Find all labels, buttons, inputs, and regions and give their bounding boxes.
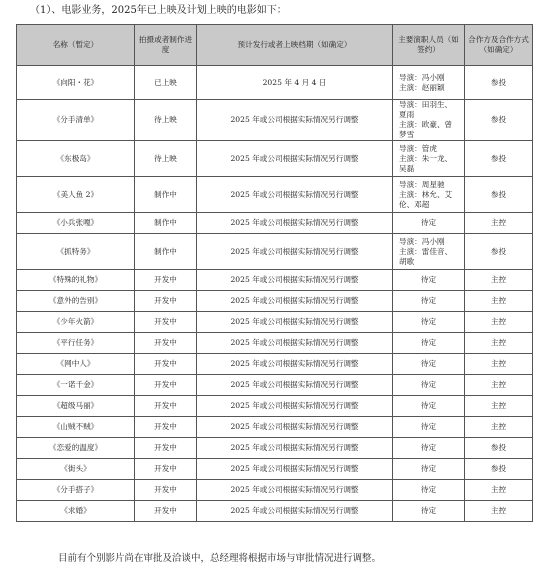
progress-cell: 制作中 xyxy=(135,234,197,270)
schedule-cell: 2025 年或公司根据实际情况另行调整 xyxy=(197,438,393,459)
cast-line: 胡歌 xyxy=(399,256,415,266)
cast-line: 待定 xyxy=(420,422,437,431)
cast-line: 待定 xyxy=(420,443,437,452)
cooperation-cell: 主控 xyxy=(465,213,533,234)
cast-line: 主演：赵丽颖 xyxy=(399,82,445,92)
progress-cell: 开发中 xyxy=(135,501,197,522)
cast-line: 主演：雷佳音、 xyxy=(399,246,453,256)
cast-cell xyxy=(393,213,465,234)
table-row xyxy=(17,312,533,333)
progress-cell: 开发中 xyxy=(135,417,197,438)
cooperation-cell: 主控 xyxy=(465,291,533,312)
cast-cell xyxy=(393,270,465,291)
table-header-row xyxy=(17,25,533,66)
cast-line: 主演：朱一龙、 xyxy=(399,153,453,163)
cast-cell xyxy=(393,354,465,375)
cast-line: 待定 xyxy=(420,338,437,347)
table-row xyxy=(17,213,533,234)
cooperation-cell: 参投 xyxy=(465,177,533,213)
film-name-cell: 《一诺千金》 xyxy=(17,375,135,396)
cooperation-cell: 主控 xyxy=(465,375,533,396)
table-row xyxy=(17,100,533,141)
progress-cell: 开发中 xyxy=(135,270,197,291)
column-header-schedule: 预计发行或者上映档期（如确定） xyxy=(197,25,393,66)
schedule-cell: 2025 年或公司根据实际情况另行调整 xyxy=(197,333,393,354)
cooperation-cell: 主控 xyxy=(465,480,533,501)
cast-cell xyxy=(393,291,465,312)
schedule-cell: 2025 年或公司根据实际情况另行调整 xyxy=(197,234,393,270)
cast-line: 主演：林允、艾 xyxy=(399,189,453,199)
table-row xyxy=(17,291,533,312)
cast-line: 导演：冯小刚 xyxy=(399,236,445,246)
cast-line: 待定 xyxy=(420,359,437,368)
cast-line: 主演：欧豪、曾 xyxy=(399,120,453,129)
cooperation-cell: 主控 xyxy=(465,312,533,333)
cast-cell xyxy=(393,66,465,100)
cast-cell xyxy=(393,333,465,354)
film-name-cell: 《山贼不贼》 xyxy=(17,417,135,438)
film-name-cell: 《恋爱的温度》 xyxy=(17,438,135,459)
film-name-cell: 《向阳・花》 xyxy=(17,66,135,100)
film-name-cell: 《街头》 xyxy=(17,459,135,480)
cast-line: 伦、邓超 xyxy=(399,199,430,209)
cast-cell xyxy=(393,177,465,213)
footer-note: 目前有个别影片尚在审批及洽谈中，总经理将根据市场与审批情况进行调整。 xyxy=(58,553,382,564)
table-row xyxy=(17,270,533,291)
cooperation-cell: 主控 xyxy=(465,417,533,438)
column-header-cooperation: 合作方及合作方式（如确定） xyxy=(465,25,533,66)
cooperation-cell: 参投 xyxy=(465,141,533,177)
column-header-name: 名称（暂定） xyxy=(17,25,135,66)
progress-cell: 制作中 xyxy=(135,213,197,234)
progress-cell: 开发中 xyxy=(135,438,197,459)
schedule-cell: 2025 年或公司根据实际情况另行调整 xyxy=(197,100,393,141)
schedule-cell: 2025 年或公司根据实际情况另行调整 xyxy=(197,417,393,438)
cast-line: 导演：田羽生、 xyxy=(399,100,453,109)
film-name-cell: 《特殊的礼物》 xyxy=(17,270,135,291)
film-name-cell: 《意外的告别》 xyxy=(17,291,135,312)
cast-cell xyxy=(393,141,465,177)
schedule-cell: 2025 年或公司根据实际情况另行调整 xyxy=(197,177,393,213)
film-name-cell: 《小兵张嘎》 xyxy=(17,213,135,234)
schedule-cell: 2025 年或公司根据实际情况另行调整 xyxy=(197,291,393,312)
schedule-cell: 2025 年或公司根据实际情况另行调整 xyxy=(197,480,393,501)
progress-cell: 开发中 xyxy=(135,375,197,396)
cast-line: 待定 xyxy=(420,506,437,515)
table-row xyxy=(17,141,533,177)
progress-cell: 已上映 xyxy=(135,66,197,100)
cast-line: 待定 xyxy=(420,218,437,227)
schedule-cell: 2025 年或公司根据实际情况另行调整 xyxy=(197,312,393,333)
cooperation-cell: 主控 xyxy=(465,333,533,354)
section-heading: （1）、电影业务，2025年已上映及计划上映的电影如下： xyxy=(30,5,287,16)
cooperation-cell: 参投 xyxy=(465,234,533,270)
column-header-cast: 主要演职人员（如签约） xyxy=(393,25,465,66)
cast-line: 待定 xyxy=(420,485,437,494)
film-name-cell: 《分手搭子》 xyxy=(17,480,135,501)
film-name-cell: 《超级马丽》 xyxy=(17,396,135,417)
cast-cell xyxy=(393,396,465,417)
progress-cell: 开发中 xyxy=(135,354,197,375)
progress-cell: 待上映 xyxy=(135,141,197,177)
cast-line: 导演：管虎 xyxy=(399,143,437,153)
cast-cell xyxy=(393,100,465,141)
progress-cell: 开发中 xyxy=(135,459,197,480)
cooperation-cell: 参投 xyxy=(465,438,533,459)
schedule-cell: 2025 年或公司根据实际情况另行调整 xyxy=(197,213,393,234)
table-row xyxy=(17,234,533,270)
schedule-cell: 2025 年或公司根据实际情况另行调整 xyxy=(197,501,393,522)
cooperation-cell: 参投 xyxy=(465,66,533,100)
table-row xyxy=(17,177,533,213)
cast-cell xyxy=(393,312,465,333)
cast-cell xyxy=(393,459,465,480)
cast-line: 吴磊 xyxy=(399,163,415,173)
cast-line: 待定 xyxy=(420,296,437,305)
cooperation-cell: 主控 xyxy=(465,396,533,417)
schedule-cell: 2025 年 4 月 4 日 xyxy=(197,66,393,100)
film-name-cell: 《求婚》 xyxy=(17,501,135,522)
schedule-cell: 2025 年或公司根据实际情况另行调整 xyxy=(197,396,393,417)
cooperation-cell: 主控 xyxy=(465,270,533,291)
table-row xyxy=(17,333,533,354)
table-row xyxy=(17,438,533,459)
table-row xyxy=(17,396,533,417)
progress-cell: 制作中 xyxy=(135,177,197,213)
cast-line: 待定 xyxy=(420,401,437,410)
table-row xyxy=(17,501,533,522)
cooperation-cell: 参投 xyxy=(465,459,533,480)
schedule-cell: 2025 年或公司根据实际情况另行调整 xyxy=(197,354,393,375)
cooperation-cell: 主控 xyxy=(465,501,533,522)
table-row xyxy=(17,375,533,396)
progress-cell: 开发中 xyxy=(135,312,197,333)
schedule-cell: 2025 年或公司根据实际情况另行调整 xyxy=(197,141,393,177)
cooperation-cell: 主控 xyxy=(465,354,533,375)
cast-cell xyxy=(393,501,465,522)
table-row xyxy=(17,417,533,438)
cast-line: 夏雨 xyxy=(399,110,415,119)
cooperation-cell: 参投 xyxy=(465,100,533,141)
film-table xyxy=(16,24,533,522)
film-name-cell: 《少年火箭》 xyxy=(17,312,135,333)
cast-line: 待定 xyxy=(420,317,437,326)
cast-line: 导演：冯小刚 xyxy=(399,72,445,82)
cast-line: 导演：周星驰 xyxy=(399,179,445,189)
progress-cell: 开发中 xyxy=(135,333,197,354)
cast-cell xyxy=(393,375,465,396)
table-row xyxy=(17,354,533,375)
film-name-cell: 《美人鱼 2》 xyxy=(17,177,135,213)
progress-cell: 开发中 xyxy=(135,480,197,501)
cast-cell xyxy=(393,234,465,270)
table-row xyxy=(17,66,533,100)
schedule-cell: 2025 年或公司根据实际情况另行调整 xyxy=(197,375,393,396)
film-name-cell: 《平行任务》 xyxy=(17,333,135,354)
film-name-cell: 《抓特务》 xyxy=(17,234,135,270)
cast-cell xyxy=(393,480,465,501)
table-row xyxy=(17,459,533,480)
film-name-cell: 《东极岛》 xyxy=(17,141,135,177)
cast-line: 待定 xyxy=(420,380,437,389)
progress-cell: 开发中 xyxy=(135,396,197,417)
film-name-cell: 《分手清单》 xyxy=(17,100,135,141)
column-header-progress: 拍摄或者制作进度 xyxy=(135,25,197,66)
cast-cell xyxy=(393,417,465,438)
progress-cell: 开发中 xyxy=(135,291,197,312)
film-name-cell: 《网中人》 xyxy=(17,354,135,375)
cast-line: 梦雪 xyxy=(399,130,415,139)
schedule-cell: 2025 年或公司根据实际情况另行调整 xyxy=(197,270,393,291)
cast-cell xyxy=(393,438,465,459)
table-row xyxy=(17,480,533,501)
cast-line: 待定 xyxy=(420,464,437,473)
schedule-cell: 2025 年或公司根据实际情况另行调整 xyxy=(197,459,393,480)
progress-cell: 待上映 xyxy=(135,100,197,141)
cast-line: 待定 xyxy=(420,275,437,284)
